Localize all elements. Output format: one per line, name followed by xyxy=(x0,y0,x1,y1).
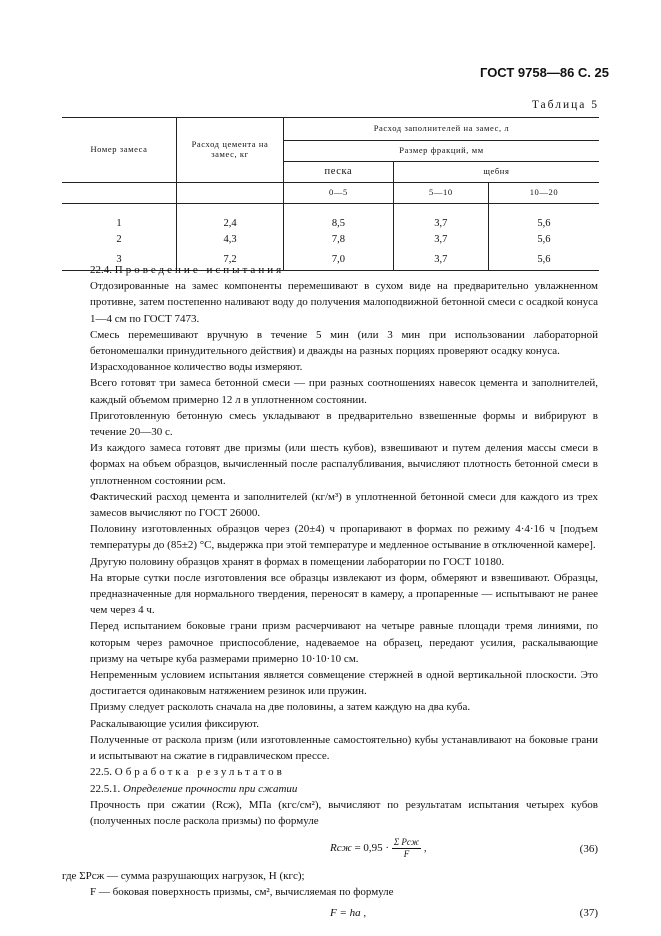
cell: 2 xyxy=(116,234,122,245)
cell: 3,7 xyxy=(393,230,488,250)
paragraph: Перед испытанием боковые грани призм расчерчивают на четыре равные площади тремя линиями, по которым через рамочное приспособление, надеваемое на образец, передают усилия, раскалывающие призму на четыре куба размерами примерно 10·10·10 см. xyxy=(90,620,598,665)
cell: 7,8 xyxy=(284,230,394,250)
header-sand: песка xyxy=(284,162,394,183)
cell: 3 xyxy=(116,254,122,265)
formula-36: Rсж = 0,95 · $\frac{\text{Σ Pсж}}{F}$ , (36) xyxy=(330,837,598,860)
section-heading: 22.5. Обработка результатов xyxy=(90,766,285,779)
cell: 3,7 xyxy=(393,250,488,271)
formula-number: (36) xyxy=(579,842,598,855)
paragraph: Половину изготовленных образцов через (20±4) ч пропаривают в формах по режиму 4·4·16 ч [подъем температуры до (85±2) °С, выдержка при этой температуре и медленное остывание в отключенной камере]. xyxy=(90,523,598,552)
cell: 2,4 xyxy=(177,204,284,230)
formula-expression: F = ha , xyxy=(330,906,367,919)
paragraph: Отдозированные на замес компоненты перемешивают в сухом виде на предварительно увлажненном противне, затем постепенно наливают воду до получения малоподвижной бетонной смеси с осадкой конуса 1—4 см по ГОСТ 7473. xyxy=(90,280,598,325)
paragraph: Израсходованное количество воды измеряют. xyxy=(90,361,303,374)
paragraph: Приготовленную бетонную смесь укладывают в предварительно взвешенные формы и вибрируют в течение 20—30 с. xyxy=(90,409,598,439)
header-fraction: Размер фракций, мм xyxy=(284,141,600,162)
header-batch: Номер замеса xyxy=(62,118,177,183)
paragraph: Другую половину образцов хранят в формах в помещении лаборатории по ГОСТ 10180. xyxy=(90,555,505,568)
table-row xyxy=(62,204,599,230)
formula-37 xyxy=(90,905,598,921)
fraction-denominator: F xyxy=(403,849,410,860)
formula-lhs: Rсж xyxy=(330,842,352,855)
fraction-gravel-2: 10—20 xyxy=(488,183,599,204)
formula-number: (37) xyxy=(579,906,598,919)
paragraph: Раскалывающие усилия фиксируют. xyxy=(90,717,260,730)
fraction-gravel-1: 5—10 xyxy=(393,183,488,204)
paragraph: F — боковая поверхность призмы, см², вычисляемая по формуле xyxy=(90,886,394,899)
formula-coef: = 0,95 · xyxy=(354,842,390,855)
header-gravel: щебня xyxy=(393,162,599,183)
cell: 4,3 xyxy=(177,230,284,250)
paragraph: Непременным условием испытания является совмещение стержней в одной вертикальной плоскости. Это достигается одинаковым натяжением резинок или пружин. xyxy=(90,669,598,698)
cell: 8,5 xyxy=(284,204,394,230)
paragraph: Полученные от раскола призм (или изготовленные самостоятельно) кубы устанавливают на боковые грани и испытывают на сжатие в гидравлическом прессе. xyxy=(90,733,598,763)
paragraph: где ΣPсж — сумма разрушающих нагрузок, Н (кгс); xyxy=(62,870,305,883)
table-row xyxy=(62,230,599,250)
paragraph: Из каждого замеса готовят две призмы (или шесть кубов), взвешивают и путем деления массы смеси в формах на объем образцов, вычисленный после распалубливания, вычисляют плотность бетонной смеси в уплотненном состоянии ρсм. xyxy=(90,442,598,487)
cell: 5,6 xyxy=(488,204,599,230)
table-title: Таблица 5 xyxy=(531,99,599,111)
cell: 7,2 xyxy=(177,250,284,271)
paragraph: На вторые сутки после изготовления все образцы извлекают из форм, обмеряют и взвешивают. Образцы, предназначенные для нормального твердения, переносят в камеру, а пропаренные — испытывают не ранее чем через 4 ч. xyxy=(90,571,598,617)
header-fillers: Расход заполнителей на замес, л xyxy=(284,118,600,141)
paragraph: Прочность при сжатии (Rсж), МПа (кгс/см²), вычисляют по результатам испытания четырех кубов (полученных после раскола призмы) по формуле xyxy=(90,798,598,827)
paragraph: Всего готовят три замеса бетонной смеси — при разных соотношениях навесок цемента и заполнителей, каждый объемом примерно 12 л в уплотненном состоянии. xyxy=(90,377,598,406)
body-text xyxy=(62,262,598,929)
paragraph: Призму следует расколоть сначала на две половины, а затем каждую на два куба. xyxy=(90,701,471,714)
fraction-sand: 0—5 xyxy=(284,183,394,204)
cell: 7,0 xyxy=(284,250,394,271)
paragraph: Смесь перемешивают вручную в течение 5 мин (или 3 мин при использовании лабораторной бетономешалки принудительного действия) и дважды на разных порциях проверяют осадку конуса. xyxy=(90,328,598,358)
data-table xyxy=(62,117,599,271)
fraction-numerator: Σ Pсж xyxy=(393,837,420,848)
subsection-heading: 22.5.1. Определение прочности при сжатии xyxy=(90,782,298,795)
paragraph: Фактический расход цемента и заполнителей (кг/м³) в уплотненной бетонной смеси для каждого из трех замесов вычисляют по ГОСТ 26000. xyxy=(90,490,598,520)
section-heading: 22.4. Проведение испытания xyxy=(90,264,285,276)
cell: 1 xyxy=(116,217,122,229)
cell: 3,7 xyxy=(393,204,488,230)
page-header: ГОСТ 9758—86 С. 25 xyxy=(480,65,609,80)
cell: 5,6 xyxy=(488,230,599,250)
header-cement: Расход цемента на замес, кг xyxy=(177,118,284,183)
cell: 5,6 xyxy=(488,250,599,271)
formula-fraction xyxy=(392,837,421,860)
